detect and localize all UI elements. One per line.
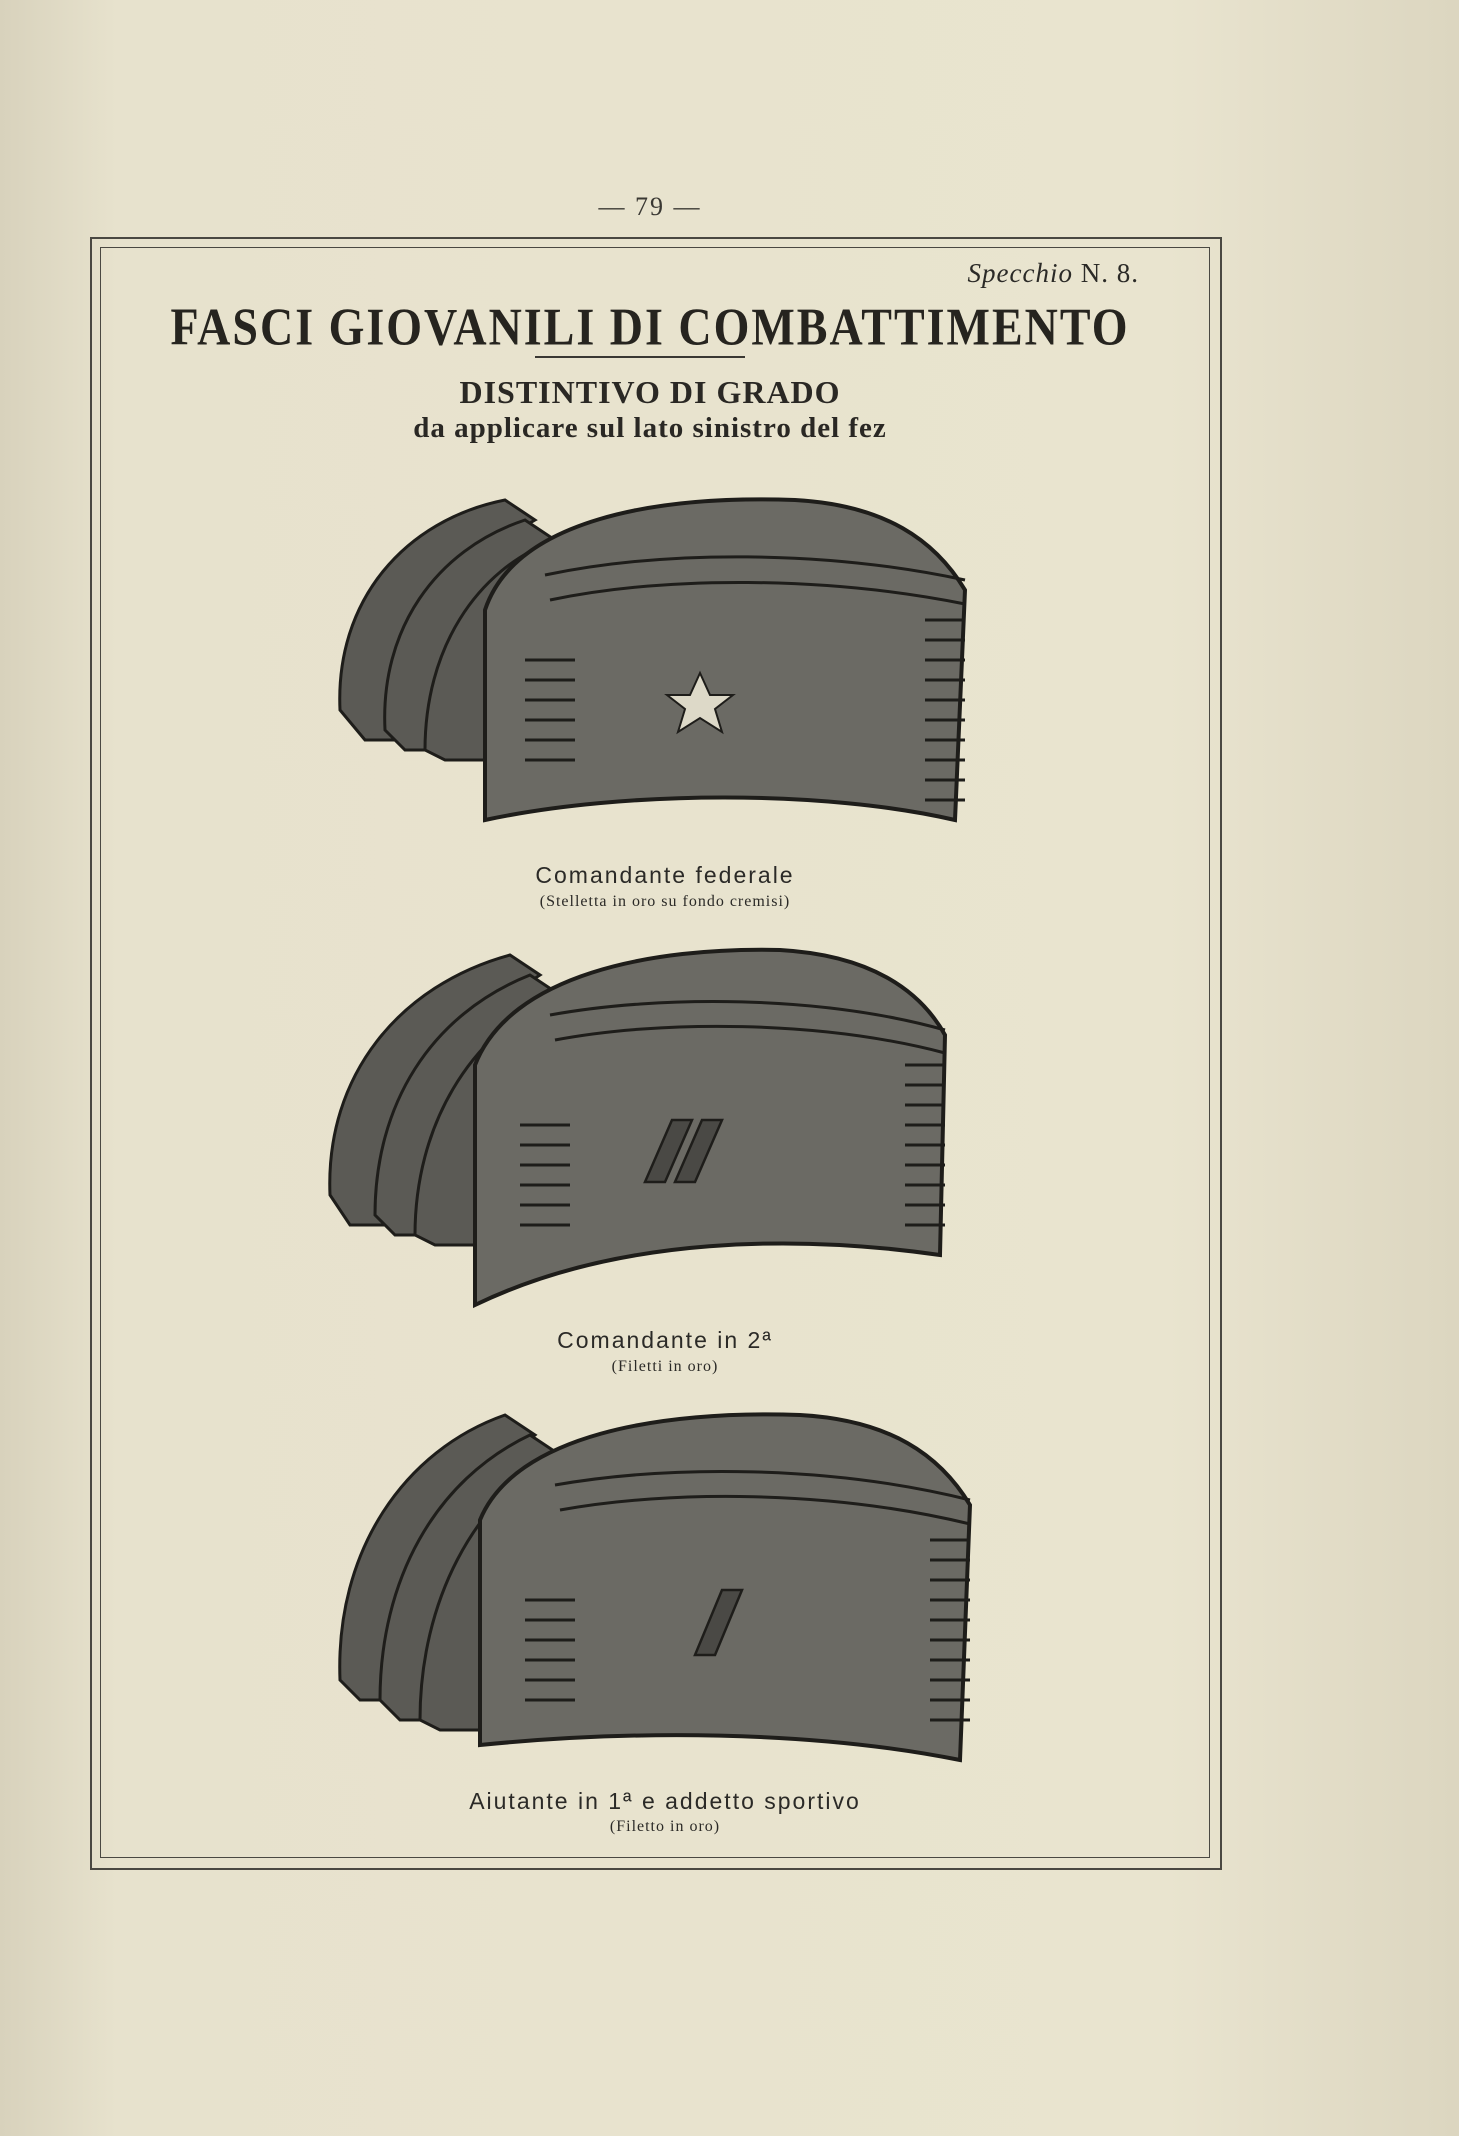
title-underline — [535, 356, 745, 358]
figure-3-label: Aiutante in 1ª e addetto sportivo — [469, 1788, 861, 1814]
fez-illustration-1 — [325, 480, 985, 840]
figure-1-note: (Stelletta in oro su fondo cremisi) — [539, 893, 791, 910]
figure-2-note: (Filetti in oro) — [611, 1358, 719, 1375]
figure-2-label: Comandante in 2ª — [557, 1327, 773, 1353]
subtitle-instruction: da applicare sul lato sinistro del fez — [413, 412, 887, 444]
figure-3-note: (Filetto in oro) — [609, 1818, 721, 1835]
specchio-word: Specchio — [967, 258, 1073, 288]
fez-illustration-2 — [320, 935, 970, 1310]
specchio-label — [968, 258, 1139, 289]
page-number: — 79 — — [598, 192, 702, 221]
main-title: FASCI GIOVANILI DI COMBATTIMENTO — [170, 297, 1130, 356]
figure-1-label: Comandante federale — [535, 862, 795, 888]
subtitle: DISTINTIVO DI GRADO — [459, 374, 841, 410]
fez-illustration-3 — [330, 1400, 985, 1765]
specchio-number: N. 8. — [1080, 258, 1139, 288]
fez-body — [480, 1414, 970, 1760]
